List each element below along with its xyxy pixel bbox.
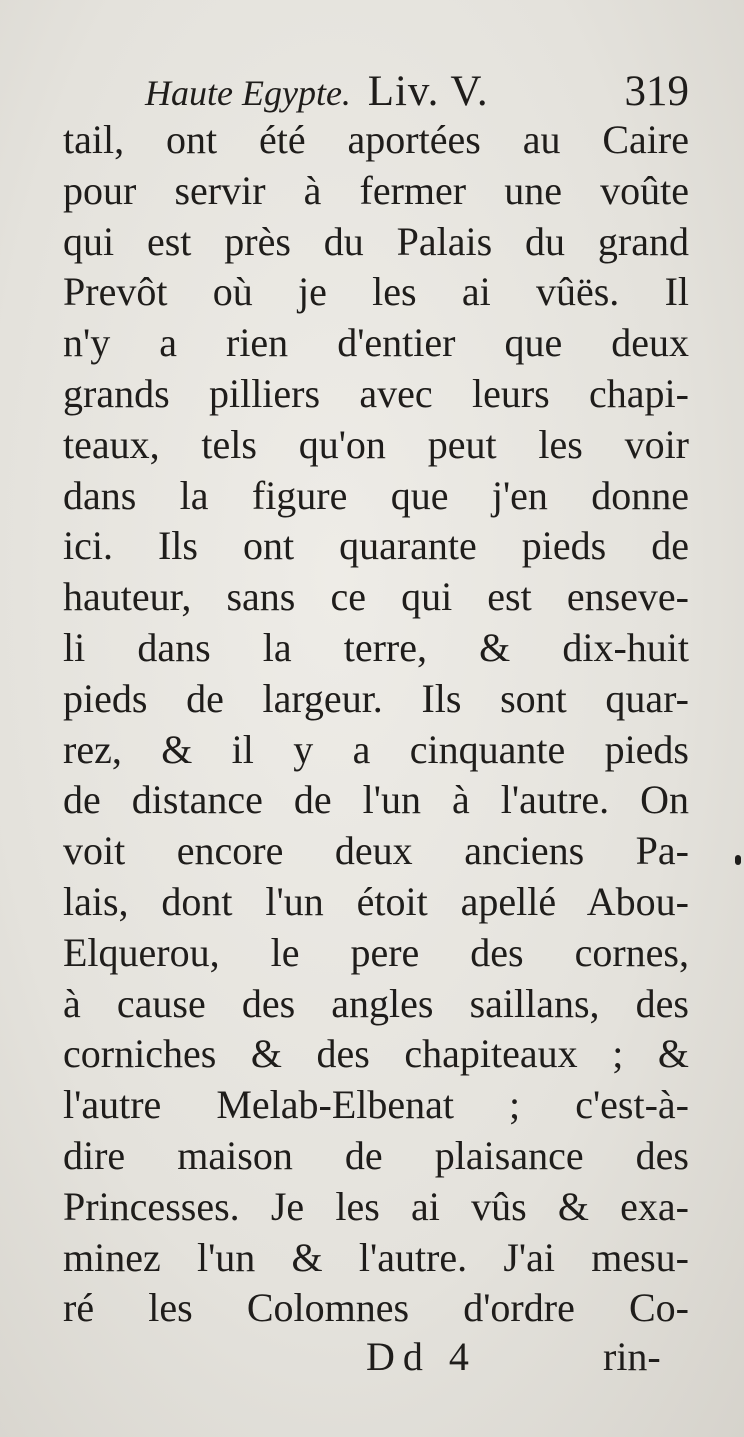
page-footer [0,1327,744,1387]
page-number: 319 [624,68,689,115]
text-line: minez l'un & l'autre. J'ai mesu- [63,1234,689,1280]
text-line: hauteur, sans ce qui est enseve- [63,574,689,620]
text-line: li dans la terre, & dix-huit [63,624,689,670]
text-line: grands pilliers avec leurs chapi- [63,370,689,416]
text-line: pour servir à fermer une voûte [63,167,689,213]
text-line: pieds de largeur. Ils sont quar- [63,675,689,721]
text-line: Princesses. Je les ai vûs & exa- [63,1183,689,1229]
book-reference: Liv. V. [367,68,489,115]
running-title: Haute Egypte. [145,73,351,113]
text-line: Elquerou, le pere des cornes, [63,929,689,975]
text-line: Prevôt où je les ai vûës. Il [63,269,689,315]
text-line: de distance de l'un à l'autre. On [63,777,689,823]
text-line: qui est près du Palais du grand [63,218,689,264]
catchword: rin- [603,1334,661,1379]
ink-speck [735,855,741,865]
text-line: ré les Colomnes d'ordre Co- [63,1285,689,1331]
body-text [63,115,689,1334]
text-line: n'y a rien d'entier que deux [63,320,689,366]
text-line: tail, ont été aportées au Caire [63,117,689,162]
text-line: rez, & il y a cinquante pieds [63,726,689,772]
running-head [145,62,689,122]
text-line: corniches & des chapiteaux ; & [63,1031,689,1077]
text-line: dire maison de plaisance des [63,1132,689,1178]
text-line: dans la figure que j'en donne [63,472,689,518]
signature-mark: Dd 4 [366,1334,477,1379]
text-line: à cause des angles saillans, des [63,980,689,1026]
text-line: voit encore deux anciens Pa- [63,828,689,874]
text-line: l'autre Melab-Elbenat ; c'est-à- [63,1082,689,1128]
text-line: lais, dont l'un étoit apellé Abou- [63,878,689,924]
text-line: teaux, tels qu'on peut les voir [63,421,689,467]
text-line: ici. Ils ont quarante pieds de [63,523,689,569]
